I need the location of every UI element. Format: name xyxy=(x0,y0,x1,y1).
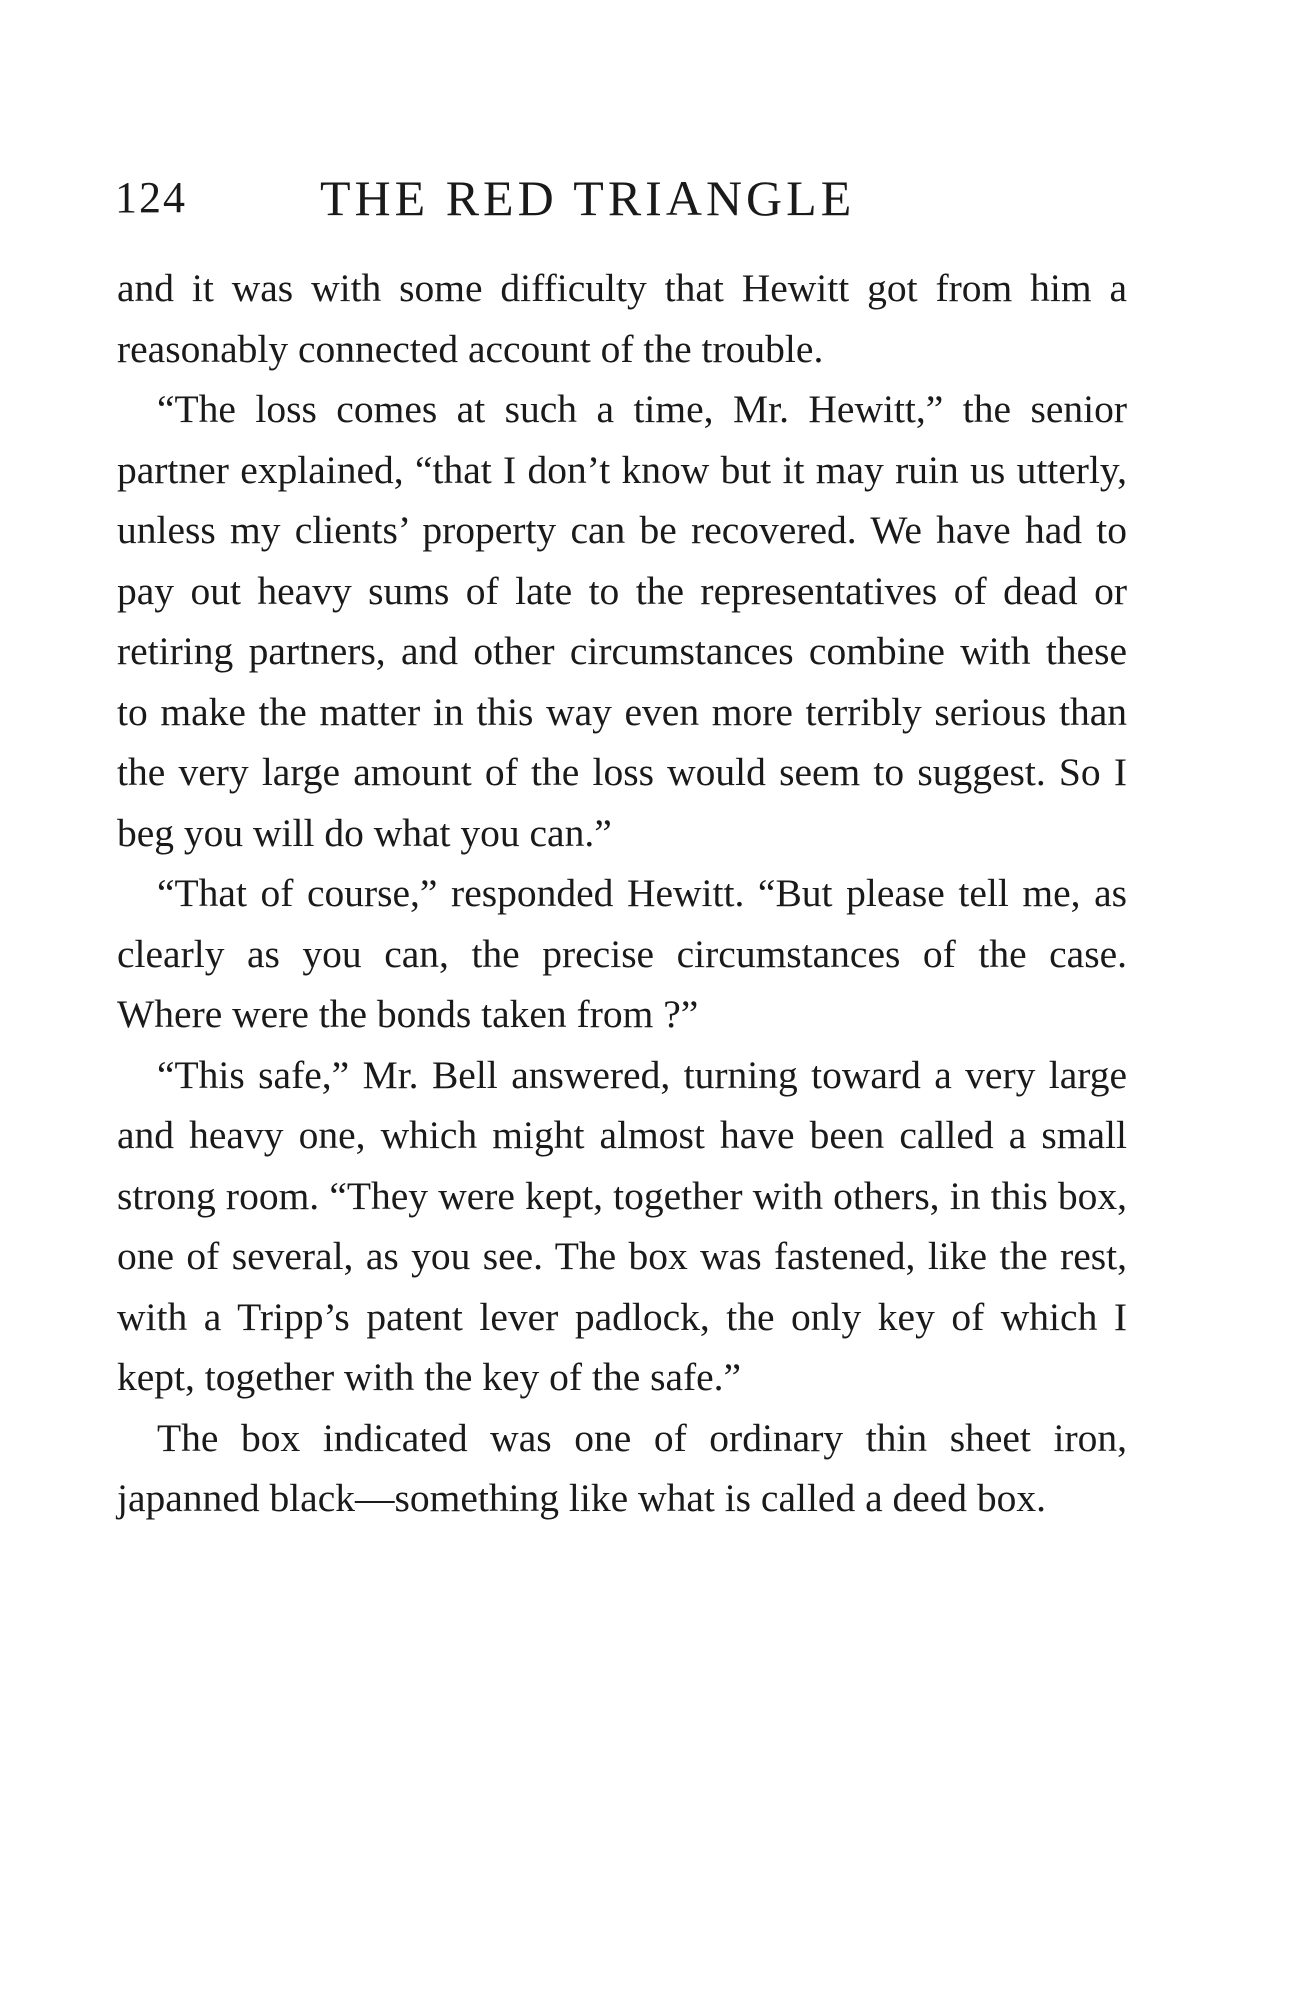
body-text xyxy=(117,258,1127,1529)
paragraph-dialogue-bell: “The loss comes at such a time, Mr. Hewitt,” the senior partner explained, “that I don’t know but it may ruin us utterly, unless my clients’ property can be recovered. We have had to pay out heavy sums of late to the representatives of dead or retiring partners, and other circumstances combine with these to make the matter in this way even more terribly serious than the very large amount of the loss would seem to suggest. So I beg you will do what you can.” xyxy=(117,387,1127,855)
paragraph-deed-box: The box indicated was one of ordinary thin sheet iron, japanned black—something like what is called a deed box. xyxy=(117,1415,1127,1520)
paragraph-dialogue-hewitt: “That of course,” responded Hewitt. “But please tell me, as clearly as you can, the precise circumstances of the case. Where were the bonds taken from ?” xyxy=(117,871,1127,1036)
running-title: THE RED TRIANGLE xyxy=(320,170,856,226)
page-number: 124 xyxy=(115,173,187,222)
paragraph-dialogue-safe: “This safe,” Mr. Bell answered, turning toward a very large and heavy one, which might almost have been called a small strong room. “They were kept, together with others, in this box, one of several, as you see. The box was fastened, like the rest, with a Tripp’s patent lever padlock, the only key of which I kept, together with the key of the safe.” xyxy=(117,1052,1127,1399)
paragraph-continuation: and it was with some difficulty that Hewitt got from him a reasonably connected account of the trouble. xyxy=(117,266,1127,371)
page-header xyxy=(115,168,1125,228)
